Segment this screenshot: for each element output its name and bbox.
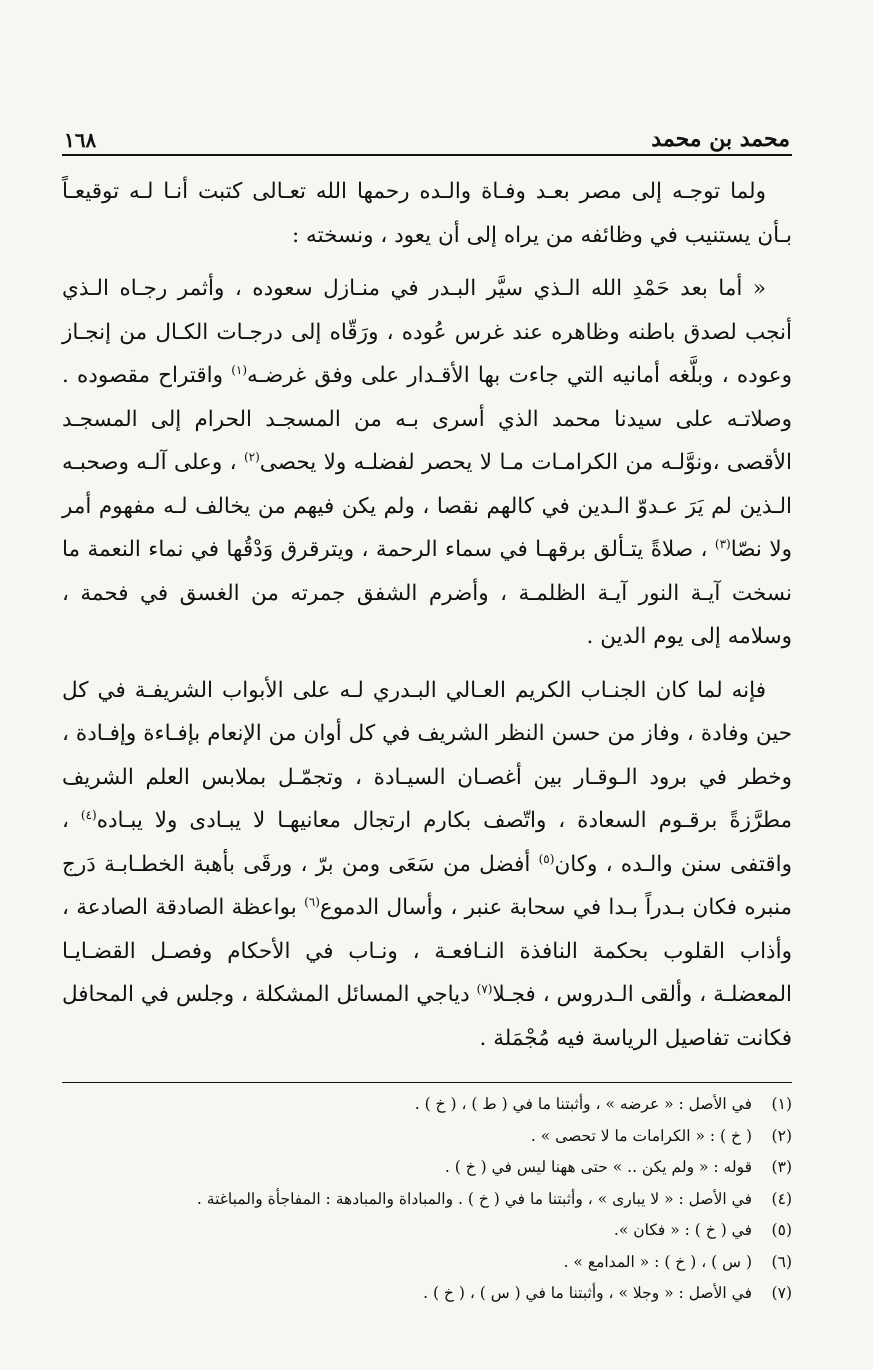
footnote-text: قوله : « ولم يكن .. » حتى ههنا ليس في ( خ ) . (444, 1158, 752, 1176)
footnote-text: في الأصل : « وجلا » ، وأثبتنا ما في ( س ) ، ( خ ) . (423, 1284, 752, 1302)
text-segment: ، صلاةً يتـألق برقهـا في سماء الرحمة ، ويترقرق وَدْقُها في نماء النعمة ما نسخت آيـة النور آيـة الظلمـة ، وأضرم الشفق جمرته من الغسق في فحمة ، وسلامه إلى يوم الدين . (62, 537, 792, 649)
footnote-marker: (٥) (538, 851, 555, 866)
footnote-number: (٣) (771, 1158, 792, 1176)
footnote-marker: (٦) (304, 894, 320, 909)
footnote-text: في ( خ ) : « فكان ». (613, 1221, 752, 1239)
footnote-marker: (٢) (243, 449, 260, 464)
footnote-marker: (١) (231, 362, 248, 377)
footnote-number: (٥) (771, 1221, 792, 1239)
footnote-marker: (٣) (714, 536, 731, 551)
paragraph (62, 267, 792, 659)
footnote-number: (٢) (771, 1126, 792, 1145)
footnote-text: في الأصل : « عرضه » ، وأثبتنا ما في ( ط ) ، ( خ ) . (414, 1095, 752, 1113)
main-text (62, 170, 792, 1060)
footnote (62, 1089, 792, 1121)
text-segment: أفضل من سَعَى ومن برّ ، ورقَى بأهبة الخطـابـة دَرج منبره فكان بـدراً بـدا في سحابة عنبر ، وأسال الدموع (62, 851, 792, 920)
footnote-number: (٧) (771, 1284, 792, 1302)
text-segment: ، واقتفى سنن والـده ، وكان (62, 808, 792, 877)
footnote-text: في الأصل : « لا يبارى » ، وأثبتنا ما في ( خ ) . والمباداة والمبادهة : المفاجأة والمباغتة . (196, 1189, 752, 1208)
footnote-marker: (٧) (476, 981, 493, 996)
text-segment: دياجي المسائل المشكلة ، وجلس في المحافل فكانت تفاصيل الرياسة فيه مُجْمَلة . (62, 982, 792, 1051)
footnote-text: ( س ) ، ( خ ) : « المدامع » . (563, 1252, 752, 1271)
text-segment: ولما توجـه إلى مصر بعـد وفـاة والـده رحمها الله تعـالى كتبت أنـا لـه توقيعـاً بـأن يستنيب في وظائفه من يراه إلى أن يعود ، ونسخته : (62, 179, 792, 248)
footnote-number: (٦) (771, 1252, 792, 1271)
footnote-text: ( خ ) : « الكرامات ما لا تحصى » . (530, 1126, 752, 1145)
text-segment: بواعظة الصادقة الصادعة ، وأذاب القلوب بحكمة النافذة النـافعـة ، ونـاب في الأحكام وفصـل القضـايـا المعضلـة ، وألقى الـدروس ، فجـلا (62, 895, 792, 1007)
text-segment: ، وعلى آلـه وصحبـه الـذين لم يَرَ عـدوّ الـدين في كالهم نقصا ، ولم يكن فيهم من يخالف لـه مفهوم أمر ولا نصّا (62, 450, 792, 562)
footnote (62, 1121, 792, 1153)
footnote (62, 1278, 792, 1310)
footnote (62, 1184, 792, 1216)
paragraph (62, 669, 792, 1061)
page-number: ١٦٨ (64, 128, 97, 152)
text-segment: فإنه لما كان الجنـاب الكريم العـالي البـدري لـه على الأبواب الشريفـة في كل حين وفادة ، وفاز من حسن النظر الشريف في كل أوان من الإنعام بإفـاءة وإفـادة ، وخطر في برود الـوقـار بين أغصـان السيـادة ، وتجمّـل بملابس العلم الشريف مطرَّزةً برقـوم السعادة ، واتّصف بكارم ارتجال معانيهـا لا يبـادى ولا يبـاده (62, 677, 792, 833)
footnote (62, 1215, 792, 1247)
footnotes (62, 1082, 792, 1310)
footnote (62, 1152, 792, 1184)
text-segment: « أما بعد حَمْدِ الله الـذي سيَّر البـدر في منـازل سعوده ، وأثمر رجـاه الـذي أنجب لصدق باطنه وظاهره عند غرس عُوده ، ورَقّاه إلى درجـات الكـال من إنجـاز وعوده ، وبلَّغه أمانيه التي جاءت بها الأقـدار على وفق غرضـه (62, 276, 793, 388)
footnote (62, 1247, 792, 1279)
footnote-marker: (٤) (80, 807, 97, 822)
footnote-number: (٤) (771, 1189, 792, 1208)
paragraph (62, 170, 792, 257)
running-header (62, 118, 792, 156)
page (62, 118, 792, 1310)
running-title: محمد بن محمد (651, 126, 790, 152)
footnote-number: (١) (771, 1095, 792, 1113)
text-segment: واقتراح مقصوده . وصلاتـه على سيدنا محمد الذي أسرى بـه من المسجـد الحرام إلى المسجـد الأقصى ،ونوَّلـه من الكرامـات مـا لا يحصر لفضلـه ولا يحصى (62, 363, 792, 475)
